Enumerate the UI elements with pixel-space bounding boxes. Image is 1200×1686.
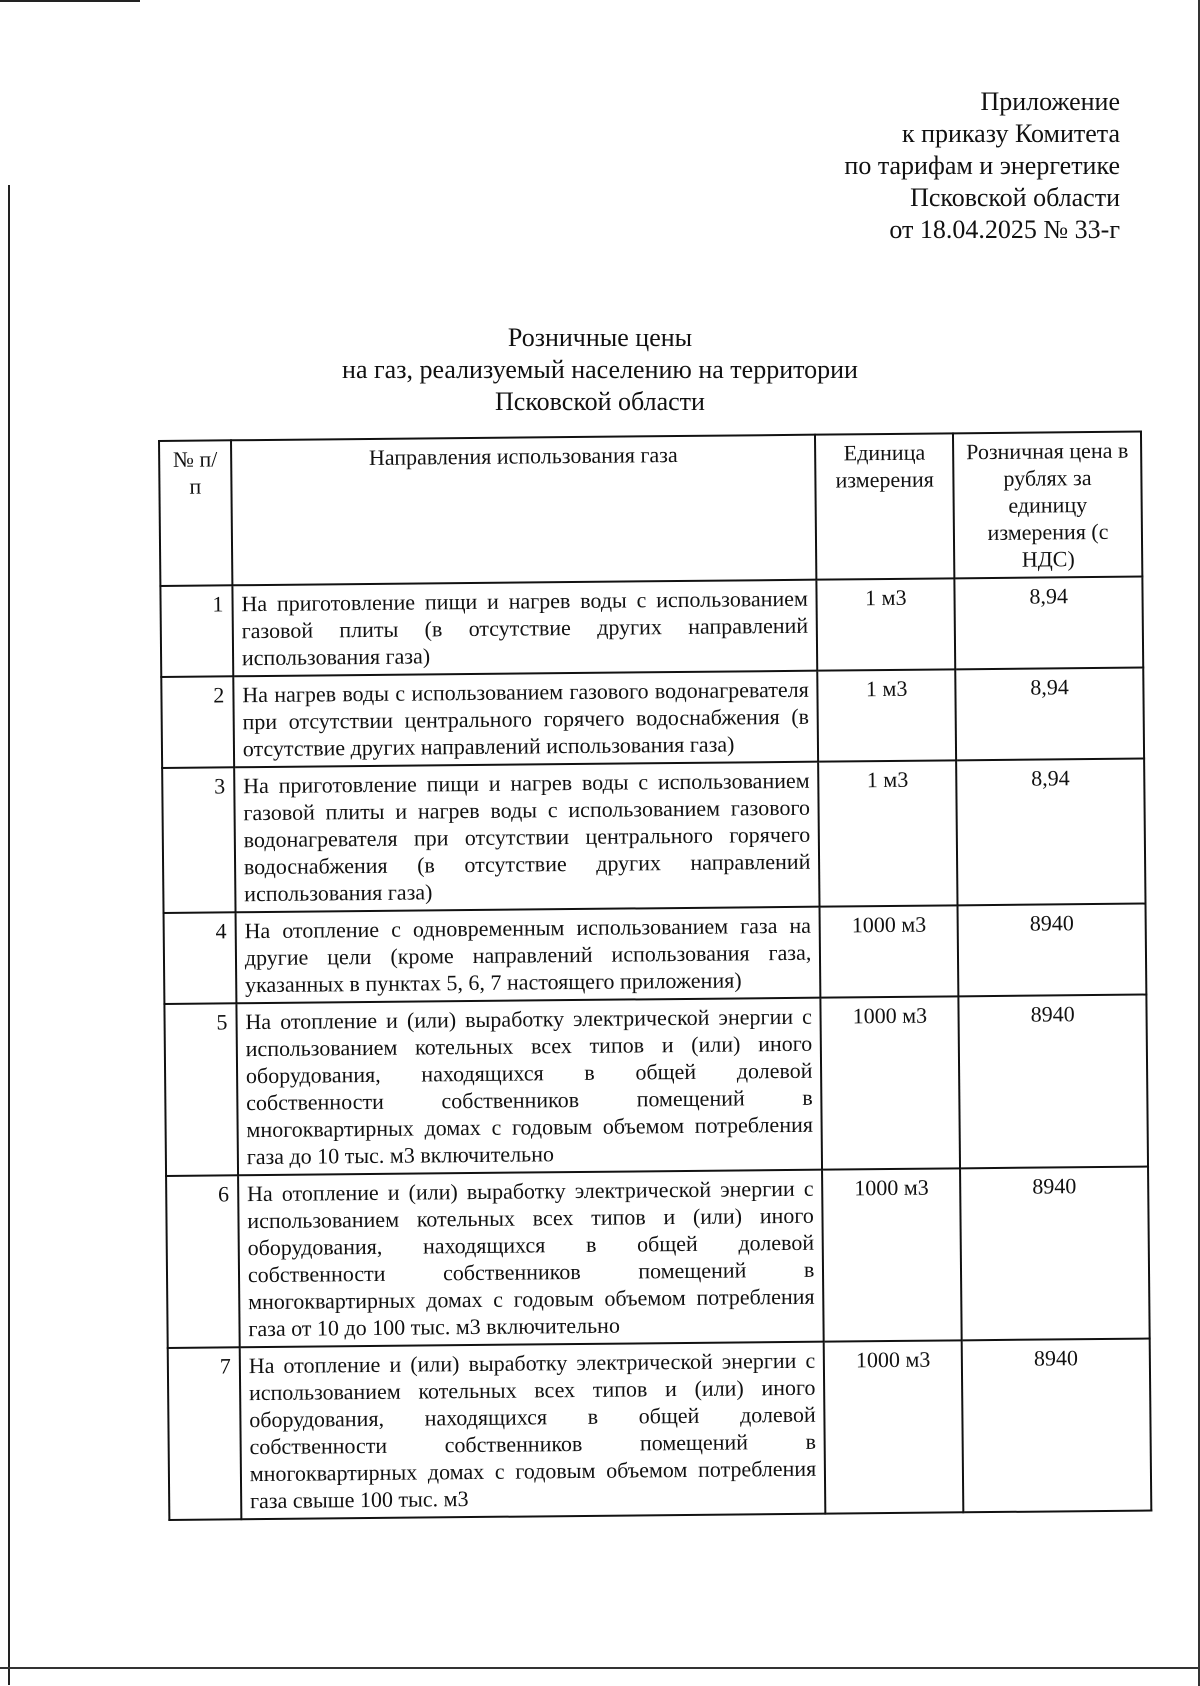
document-title	[0, 322, 1200, 418]
row-price: 8,94	[955, 577, 1144, 670]
header-direction: Направления использования газа	[231, 435, 817, 586]
row-price: 8940	[962, 1339, 1151, 1513]
row-num: 2	[161, 676, 234, 768]
header-price: Розничная цена в рублях за единицу измерения (с НДС)	[953, 432, 1142, 579]
row-num: 7	[168, 1347, 242, 1520]
row-num: 1	[160, 585, 233, 677]
row-direction: На отопление с одновременным использованием газа на другие цели (кроме направлений использования газа, указанных в пунктах 5, 6, 7 настоящего приложения)	[235, 907, 820, 1004]
row-price: 8940	[959, 995, 1148, 1169]
row-num: 4	[164, 912, 237, 1004]
row-price: 8,94	[955, 668, 1144, 761]
approval-line: Псковской области	[910, 183, 1120, 212]
table-row	[161, 668, 1144, 768]
row-unit: 1 м3	[818, 669, 957, 761]
table-row	[164, 904, 1147, 1004]
row-direction: На отопление и (или) выработку электрической энергии с использованием котельных всех типов и (или) иного оборудования, находящихся в общей долевой собственности собственников помещений в многоквартирных домах с годовым объемом потребления газа до 10 тыс. м3 включительно	[236, 998, 822, 1176]
title-line: на газ, реализуемый населению на территории	[342, 355, 858, 384]
row-price: 8940	[960, 1167, 1149, 1341]
price-table	[158, 431, 1152, 1521]
title-line: Розничные цены	[507, 323, 693, 352]
approval-line: Приложение	[980, 87, 1120, 116]
scan-edge-top	[0, 0, 140, 2]
table-row	[160, 577, 1143, 677]
row-direction: На приготовление пищи и нагрев воды с использованием газовой плиты и нагрев воды с использованием газового водонагревателя при отсутствии центрального горячего водоснабжения (в отсутствие других направлений использования газа)	[234, 762, 820, 913]
approval-block	[844, 86, 1120, 246]
row-num: 6	[166, 1175, 240, 1348]
approval-line: от 18.04.2025 № 33-г	[889, 215, 1120, 244]
row-num: 3	[162, 767, 235, 913]
row-unit: 1000 м3	[822, 1168, 962, 1341]
title-line: Псковской области	[495, 387, 705, 416]
table-row	[162, 759, 1145, 913]
row-price: 8940	[958, 904, 1147, 997]
scan-edge-bottom	[0, 1667, 1200, 1669]
row-unit: 1000 м3	[824, 1340, 964, 1513]
row-direction: На нагрев воды с использованием газового водонагревателя при отсутствии центрального горячего водоснабжения (в отсутствие других направлений использования газа)	[233, 671, 818, 768]
approval-line: по тарифам и энергетике	[844, 151, 1120, 180]
row-price: 8,94	[956, 759, 1145, 906]
row-unit: 1 м3	[817, 578, 956, 670]
table-row	[168, 1339, 1152, 1520]
approval-line: к приказу Комитета	[901, 119, 1120, 148]
row-direction: На приготовление пищи и нагрев воды с использованием газовой плиты (в отсутствие других направлений использования газа)	[232, 580, 817, 677]
header-unit: Единица измерения	[815, 433, 954, 579]
row-unit: 1 м3	[818, 760, 957, 906]
row-direction: На отопление и (или) выработку электрической энергии с использованием котельных всех типов и (или) иного оборудования, находящихся в общей долевой собственности собственников помещений в многоквартирных домах с годовым объемом потребления газа от 10 до 100 тыс. м3 включительно	[238, 1170, 824, 1348]
table-row	[166, 1167, 1150, 1348]
row-direction: На отопление и (или) выработку электрической энергии с использованием котельных всех типов и (или) иного оборудования, находящихся в общей долевой собственности собственников помещений в многоквартирных домах с годовым объемом потребления газа свыше 100 тыс. м3	[240, 1342, 826, 1520]
row-num: 5	[164, 1003, 238, 1176]
row-unit: 1000 м3	[821, 996, 961, 1169]
header-num: № п/п	[159, 440, 232, 586]
row-unit: 1000 м3	[820, 905, 959, 997]
table-row	[164, 995, 1148, 1176]
table-header-row	[159, 432, 1142, 586]
